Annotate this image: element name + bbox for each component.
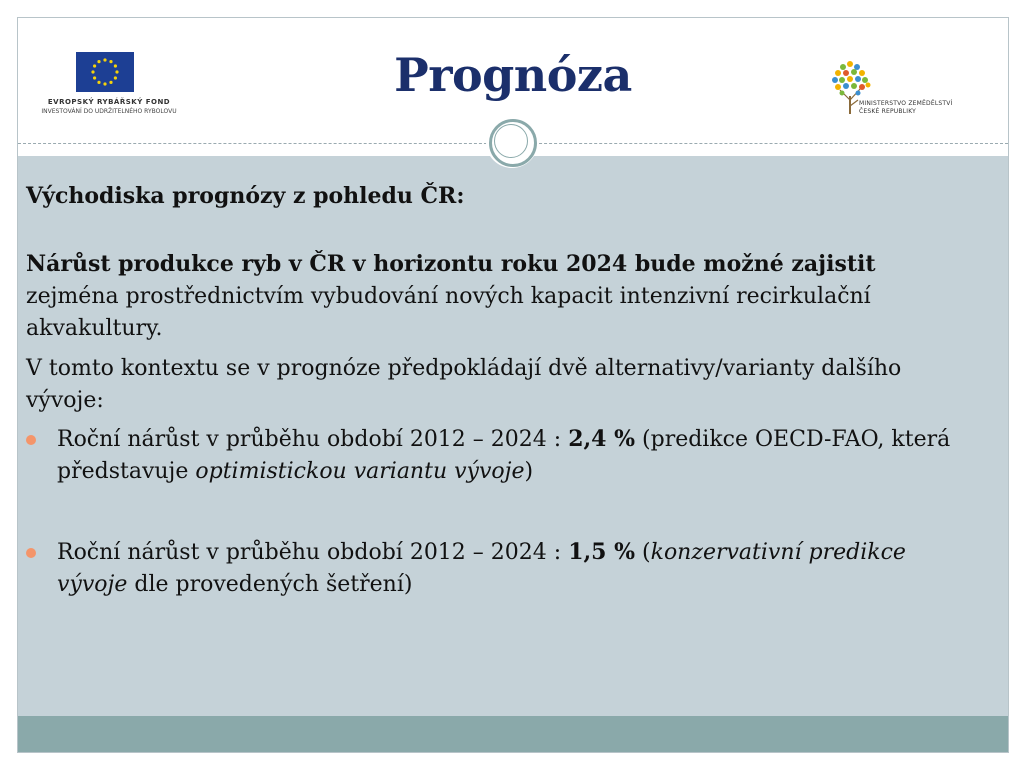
content-heading: Východiska prognózy z pohledu ČR: — [26, 183, 465, 209]
paragraph-production-rest: zejména prostřednictvím vybudování nových kapacit intenzivní recirkulační akvakultury. — [26, 284, 871, 341]
growth-rate-value: 2,4 % — [568, 426, 636, 452]
ministry-logo-line2: ČESKÉ REPUBLIKY — [859, 108, 917, 115]
paragraph-production — [26, 248, 956, 345]
bullet-icon — [26, 435, 36, 445]
eu-logo-subtitle: INVESTOVÁNÍ DO UDRŽITELNÉHO RYBOLOVU — [41, 108, 177, 115]
slide-title: Prognóza — [394, 48, 632, 102]
list-item: Roční nárůst v průběhu období 2012 – 2024 : 2,4 % (predikce OECD-FAO, která představuje optimistickou variantu vývoje) — [26, 423, 956, 488]
bullet-icon — [26, 548, 36, 558]
ministry-of-agriculture-logo — [828, 56, 988, 126]
list-item: Roční nárůst v průběhu období 2012 – 2024 : 1,5 % (konzervativní predikce vývoje dle provedených šetření) — [26, 536, 956, 601]
variants-list — [26, 423, 956, 601]
paragraph-production-bold: Nárůst produkce ryb v ČR v horizontu roku 2024 bude možné zajistit — [26, 251, 876, 277]
paragraph-variants: V tomto kontextu se v prognóze předpokládají dvě alternativy/varianty dalšího vývoje: — [26, 356, 902, 413]
eu-logo-name: EVROPSKÝ RYBÁŘSKÝ FOND — [47, 98, 171, 106]
slide-content — [26, 180, 956, 601]
footer-band — [18, 716, 1008, 752]
growth-rate-value: 1,5 % — [568, 539, 636, 565]
ministry-logo-line1: MINISTERSTVO ZEMĚDĚLSTVÍ — [859, 100, 953, 107]
